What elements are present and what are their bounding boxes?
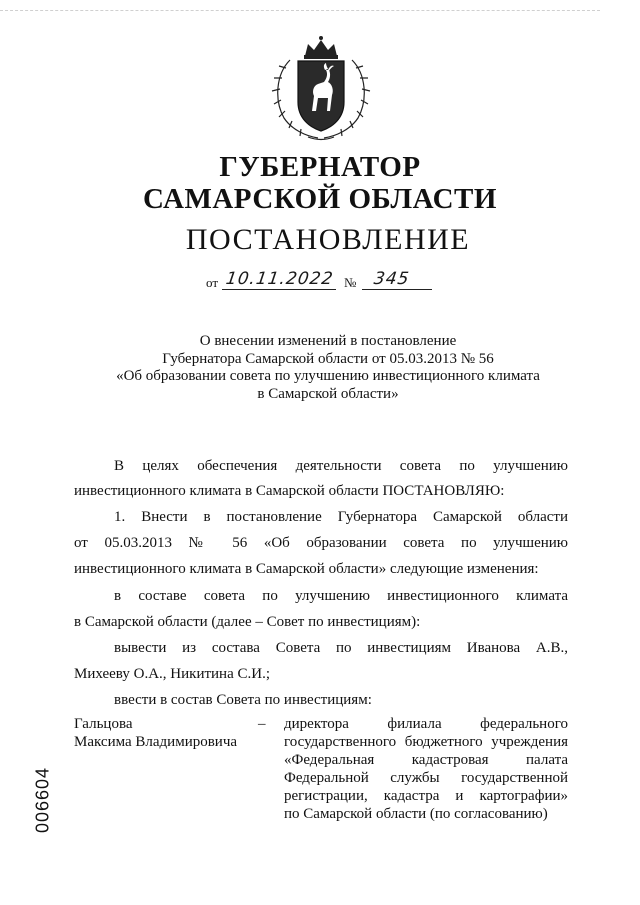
preamble-line1: В целях обеспечения деятельности совета по улучшению bbox=[114, 458, 568, 474]
number-underline bbox=[362, 289, 432, 290]
item1-line3: инвестиционного климата в Самарской области» следующие изменения: bbox=[74, 561, 539, 577]
item1-line1: 1. Внести в постановление Губернатора Самарской области bbox=[114, 509, 568, 525]
amendment-line1: в составе совета по улучшению инвестиционного климата bbox=[114, 588, 568, 604]
member-position-line: «Федеральная кадастровая палата bbox=[284, 752, 568, 768]
handwritten-number: 345 bbox=[372, 269, 411, 289]
member-dash: – bbox=[258, 716, 266, 732]
samara-coat-of-arms-icon bbox=[268, 34, 374, 142]
serial-number: 006604 bbox=[32, 766, 53, 834]
member-surname: Гальцова bbox=[74, 716, 133, 732]
member-position-line: Федеральной службы государственной bbox=[284, 770, 568, 786]
remove-members-line2: Михееву О.А., Никитина С.И.; bbox=[74, 666, 270, 682]
subject-line: О внесении изменений в постановление bbox=[199, 333, 457, 349]
issuer-title-line1: ГУБЕРНАТОР bbox=[219, 151, 421, 183]
handwritten-date: 10.11.2022 bbox=[224, 269, 335, 289]
date-number-line bbox=[206, 268, 436, 294]
member-name bbox=[74, 715, 274, 751]
member-position-line: регистрации, кадастра и картографии» bbox=[284, 788, 568, 804]
date-underline bbox=[222, 289, 336, 290]
document-type: ПОСТАНОВЛЕНИЕ bbox=[185, 223, 471, 256]
decree-subject bbox=[8, 333, 640, 403]
add-members-intro: ввести в состав Совета по инвестициям: bbox=[114, 692, 372, 708]
preamble-line2: инвестиционного климата в Самарской области ПОСТАНОВЛЯЮ: bbox=[74, 483, 505, 499]
member-position-line: государственного бюджетного учреждения bbox=[284, 734, 568, 750]
subject-line: Губернатора Самарской области от 05.03.2013 № 56 bbox=[162, 350, 494, 367]
member-given-names: Максима Владимировича bbox=[74, 734, 238, 750]
subject-line: в Самарской области» bbox=[257, 385, 399, 402]
remove-members-line1: вывести из состава Совета по инвестициям Иванова А.В., bbox=[114, 640, 568, 656]
date-label: от bbox=[206, 275, 219, 290]
scan-top-rule bbox=[0, 10, 600, 11]
subject-line: «Об образовании совета по улучшению инвестиционного климата bbox=[116, 368, 540, 384]
amendment-line2: в Самарской области (далее – Совет по инвестициям): bbox=[74, 614, 421, 630]
member-position-line: по Самарской области (по согласованию) bbox=[284, 806, 548, 822]
serial-stamp bbox=[18, 760, 68, 840]
member-position-line: директора филиала федерального bbox=[284, 716, 568, 732]
issuer-title-line2: САМАРСКОЙ ОБЛАСТИ bbox=[143, 183, 497, 215]
number-label: № bbox=[344, 275, 357, 290]
item1-line2: от 05.03.2013 № 56 «Об образовании совета по улучшению bbox=[74, 535, 568, 551]
